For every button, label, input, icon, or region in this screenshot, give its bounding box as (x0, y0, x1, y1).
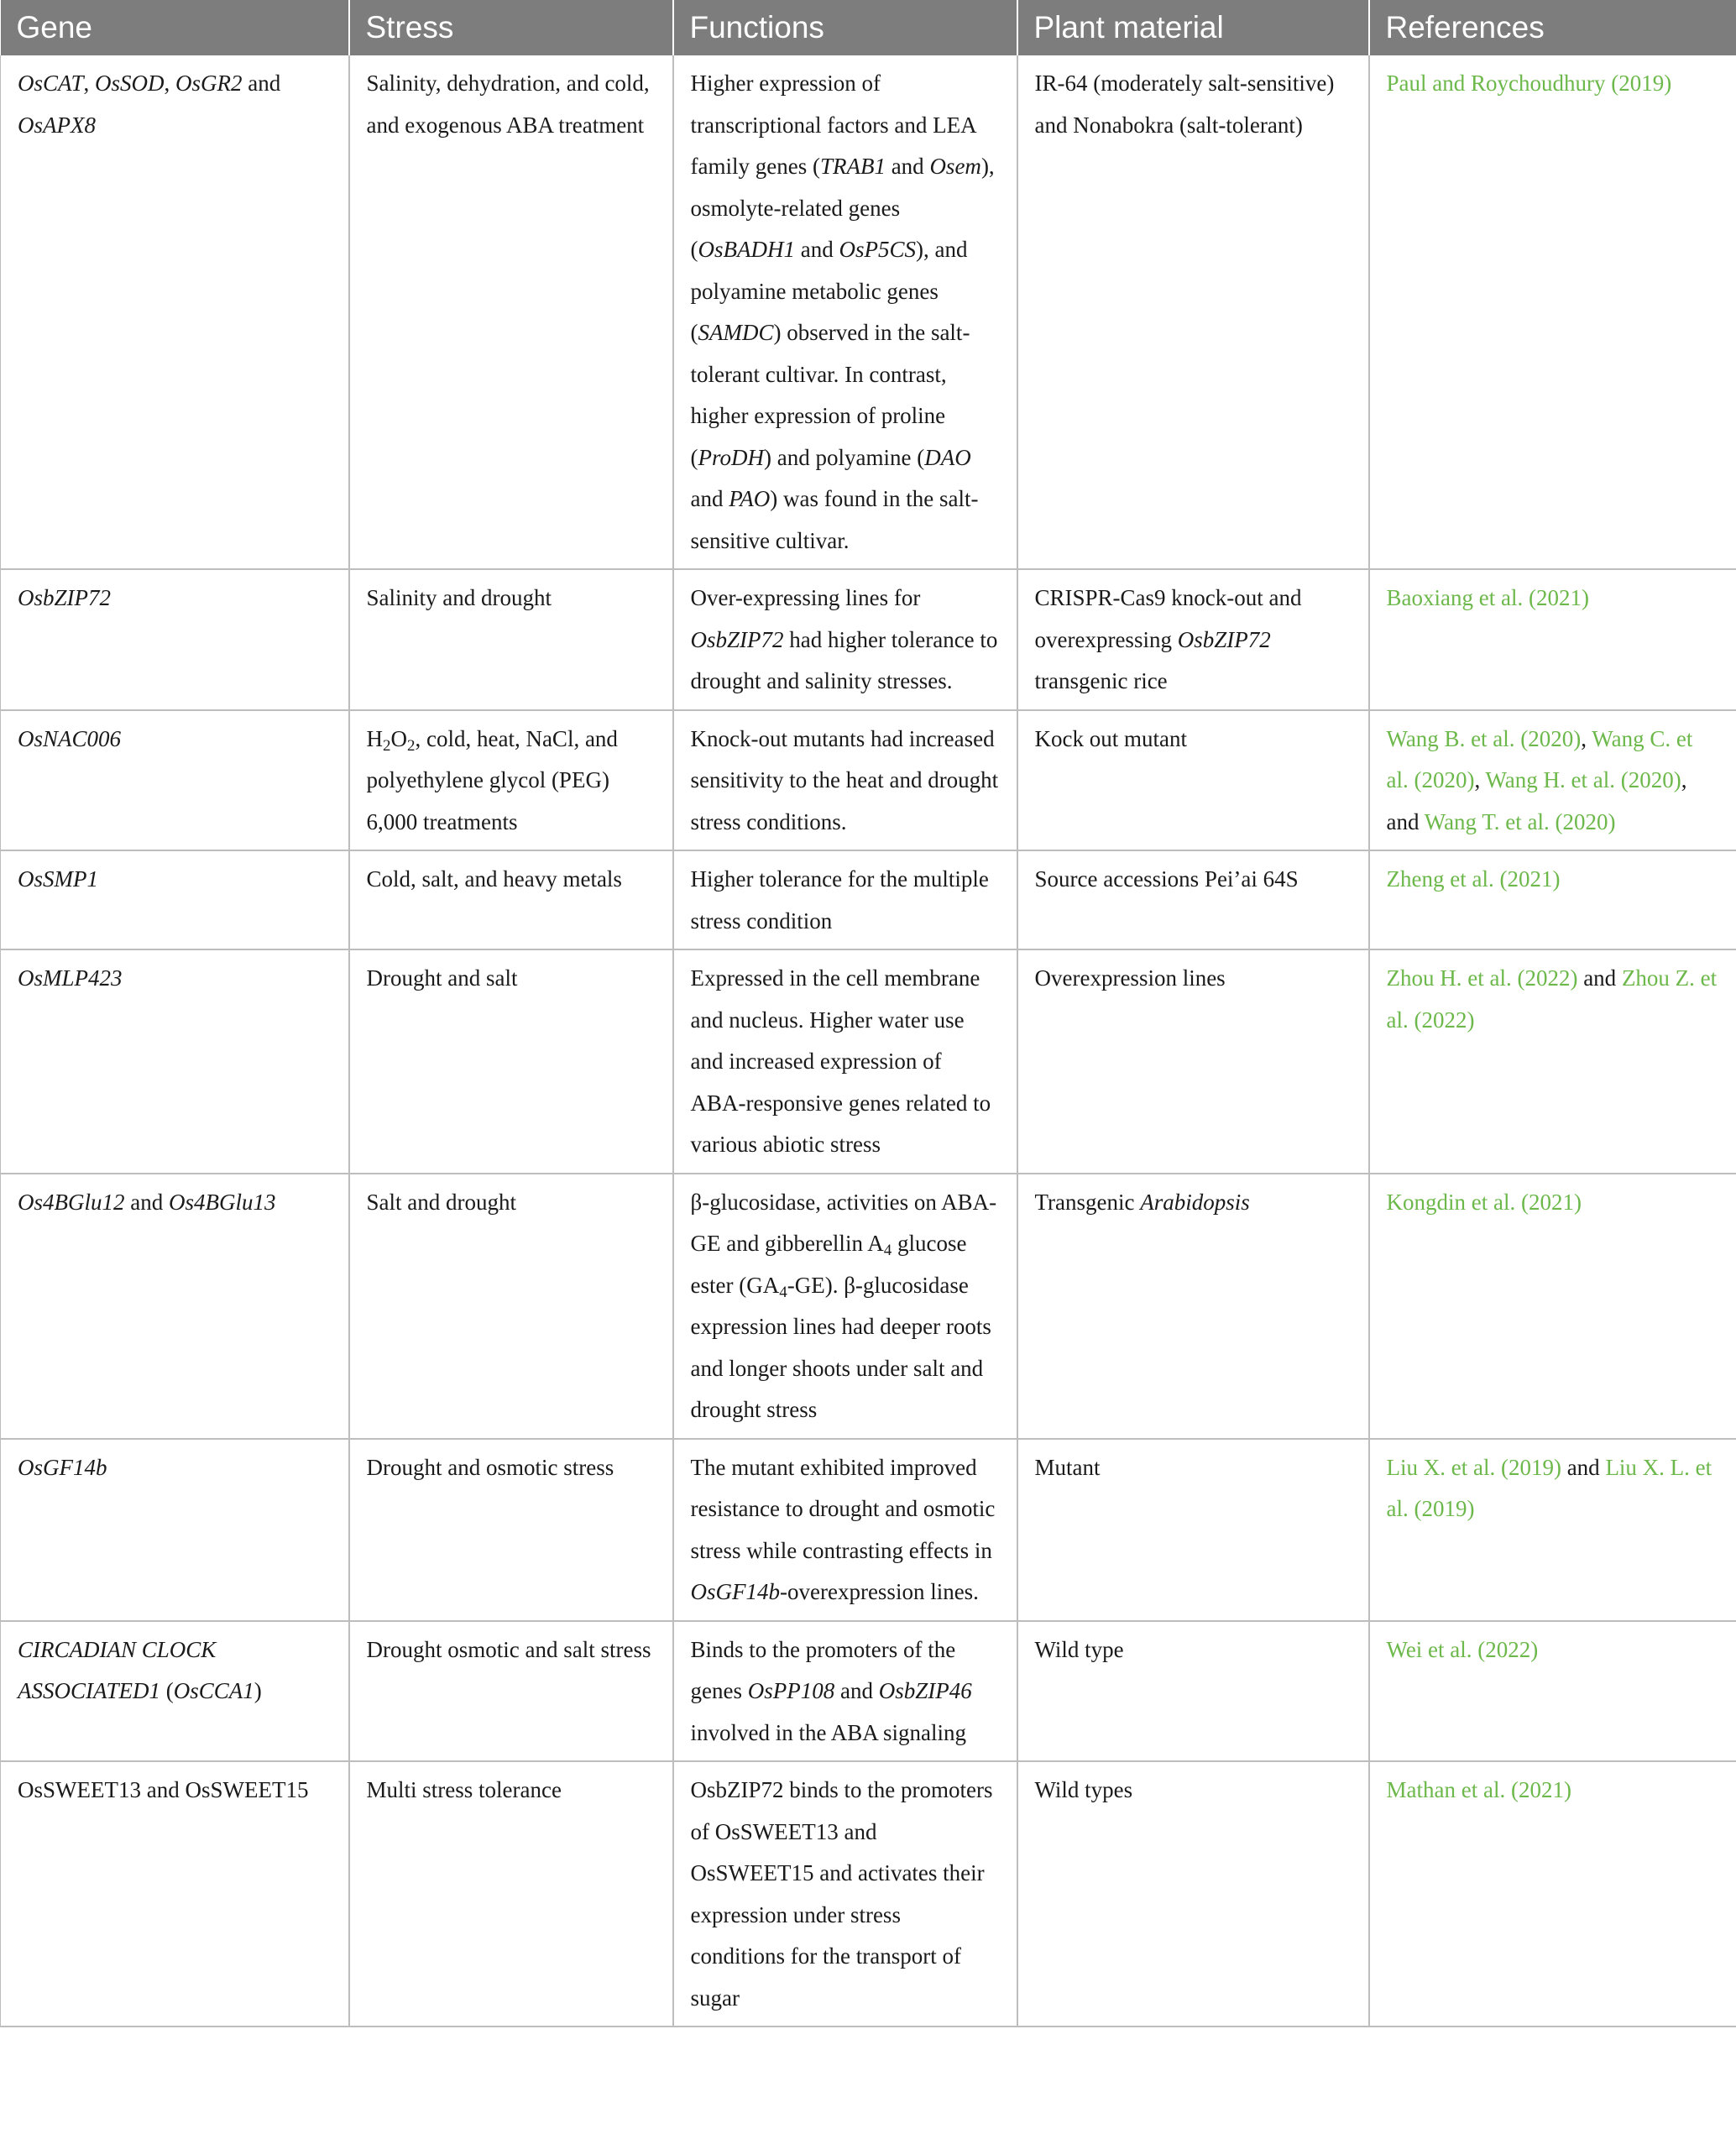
stress-cell (349, 710, 673, 851)
text-run: transgenic rice (1034, 668, 1168, 693)
text-run: involved in the ABA signaling (690, 1719, 966, 1745)
text-run: ), and polyamine metabolic genes ( (690, 237, 968, 345)
stress-cell (349, 850, 673, 949)
references-cell (1369, 1439, 1736, 1621)
table-row (1, 1439, 1736, 1621)
text-run: , (83, 71, 96, 96)
italic-term: OsbZIP72 (18, 585, 112, 610)
italic-term: OsbZIP72 (1177, 626, 1271, 652)
text-run: Drought and osmotic stress (366, 1454, 614, 1480)
text-run: Higher expression of transcriptional factors and LEA family genes ( (690, 71, 976, 179)
italic-term: Arabidopsis (1140, 1189, 1250, 1215)
text-run: had higher tolerance to drought and salinity stresses. (690, 626, 998, 693)
text-run: H (366, 725, 383, 751)
text-run: and (690, 486, 729, 511)
text-run: -GE). β-glucosidase expression lines had deeper roots and longer shoots under salt and drought stress (690, 1272, 991, 1422)
references-cell (1369, 1621, 1736, 1762)
text-run: OsSWEET13 and OsSWEET15 (18, 1777, 309, 1802)
table-row (1, 1174, 1736, 1439)
reference-link[interactable]: Zhou Z. et al. (2022) (1386, 965, 1718, 1033)
stress-cell (349, 949, 673, 1174)
text-run: , cold, heat, NaCl, and polyethylene glycol (PEG) 6,000 treatments (366, 725, 618, 834)
text-run: Over-expressing lines for (690, 585, 921, 610)
text-run: ) and polyamine ( (764, 444, 925, 470)
text-run: and (242, 71, 281, 96)
italic-term: PAO (729, 486, 771, 511)
references-cell (1369, 850, 1736, 949)
text-run: O (390, 725, 407, 751)
text-run: and (885, 154, 930, 179)
table-row (1, 1761, 1736, 2027)
plant-material-cell (1017, 55, 1369, 569)
text-run: -overexpression lines. (780, 1579, 979, 1604)
references-cell (1369, 55, 1736, 569)
references-cell (1369, 949, 1736, 1174)
text-run: , (1474, 767, 1486, 792)
gene-cell (1, 1174, 349, 1439)
plant-material-cell (1017, 949, 1369, 1174)
references-cell (1369, 1761, 1736, 2027)
text-run: and (1577, 965, 1622, 991)
gene-cell (1, 850, 349, 949)
text-run: Overexpression lines (1034, 965, 1226, 991)
text-run: Mutant (1034, 1454, 1101, 1480)
reference-link[interactable]: Liu X. L. et al. (2019) (1386, 1454, 1712, 1521)
text-run: OsbZIP72 binds to the promoters of OsSWEET13 and OsSWEET15 and activates their expression under stress conditions for the transport of sugar (690, 1777, 993, 2011)
italic-term: OsCAT (18, 71, 84, 96)
text-run: Kock out mutant (1034, 725, 1187, 751)
text-run: and (124, 1189, 169, 1215)
functions-cell (673, 850, 1017, 949)
stress-cell (349, 569, 673, 710)
text-run: IR-64 (moderately salt-sensitive) and Nonabokra (salt-tolerant) (1034, 71, 1335, 138)
reference-link[interactable]: Wang B. et al. (2020) (1386, 725, 1582, 751)
text-run: , and (1386, 767, 1687, 834)
reference-link[interactable]: Paul and Roychoudhury (2019) (1386, 71, 1672, 96)
text-run: ) observed in the salt-tolerant cultivar. In contrast, higher expression of proline ( (690, 320, 970, 470)
italic-term: OsGF14b (18, 1454, 107, 1480)
references-cell (1369, 569, 1736, 710)
italic-term: OsMLP423 (18, 965, 123, 991)
plant-material-cell (1017, 1174, 1369, 1439)
text-run: Higher tolerance for the multiple stress condition (690, 866, 989, 934)
italic-term: DAO (924, 444, 971, 470)
reference-link[interactable]: Mathan et al. (2021) (1386, 1777, 1571, 1802)
table-body (1, 55, 1736, 2027)
functions-cell (673, 1621, 1017, 1762)
reference-link[interactable]: Zhou H. et al. (2022) (1386, 965, 1578, 991)
italic-term: Os4BGlu12 (18, 1189, 125, 1215)
text-run: ) (254, 1678, 262, 1703)
italic-term: OsbZIP46 (878, 1678, 972, 1703)
plant-material-cell (1017, 1439, 1369, 1621)
header-gene: Gene (1, 0, 349, 55)
gene-cell (1, 1761, 349, 2027)
functions-cell (673, 1174, 1017, 1439)
gene-cell (1, 55, 349, 569)
text-run: CRISPR-Cas9 knock-out and overexpressing (1034, 585, 1302, 652)
text-run: ( (160, 1678, 174, 1703)
subscript: 2 (383, 736, 391, 755)
italic-term: OsSOD (95, 71, 165, 96)
functions-cell (673, 710, 1017, 851)
reference-link[interactable]: Wang T. et al. (2020) (1424, 808, 1616, 834)
italic-term: SAMDC (698, 320, 774, 345)
text-run: Transgenic (1034, 1189, 1141, 1215)
text-run: Drought and salt (366, 965, 518, 991)
table-row (1, 850, 1736, 949)
text-run: and (795, 237, 839, 262)
italic-term: Osem (929, 154, 981, 179)
text-run: , (1581, 725, 1592, 751)
text-run: ) was found in the salt-sensitive cultivar. (690, 486, 979, 553)
text-run: Multi stress tolerance (366, 1777, 562, 1802)
text-run: Knock-out mutants had increased sensitivity to the heat and drought stress conditions. (690, 725, 999, 834)
italic-term: OsSMP1 (18, 866, 98, 892)
text-run: Salinity and drought (366, 585, 552, 610)
plant-material-cell (1017, 850, 1369, 949)
functions-cell (673, 569, 1017, 710)
text-run: β-glucosidase, activities on ABA-GE and gibberellin A (690, 1189, 997, 1256)
italic-term: ProDH (698, 444, 764, 470)
subscript: 4 (883, 1242, 892, 1259)
text-run: The mutant exhibited improved resistance to drought and osmotic stress while contrasting effects in (690, 1454, 996, 1563)
text-run: glucose ester (GA (690, 1231, 967, 1298)
subscript: 2 (407, 736, 416, 755)
gene-cell (1, 710, 349, 851)
gene-cell (1, 1439, 349, 1621)
text-run: Wild type (1034, 1636, 1124, 1662)
italic-term: OsGF14b (690, 1579, 780, 1604)
text-run: Expressed in the cell membrane and nucleus. Higher water use and increased expression of ABA-responsive genes related to various abiotic stress (690, 965, 991, 1157)
header-row (1, 0, 1736, 55)
functions-cell (673, 1439, 1017, 1621)
italic-term: OsP5CS (839, 237, 916, 262)
table-row (1, 949, 1736, 1174)
reference-link[interactable]: Zheng et al. (2021) (1386, 866, 1561, 892)
text-run: Wild types (1034, 1777, 1133, 1802)
table-row (1, 569, 1736, 710)
italic-term: OsGR2 (175, 71, 243, 96)
plant-material-cell (1017, 1761, 1369, 2027)
plant-material-cell (1017, 1621, 1369, 1762)
italic-term: CIRCADIAN CLOCK ASSOCIATED1 (18, 1636, 217, 1703)
text-run: ), osmolyte-related genes ( (690, 154, 995, 262)
functions-cell (673, 949, 1017, 1174)
italic-term: OsPP108 (747, 1678, 835, 1703)
subscript: 4 (779, 1283, 787, 1301)
reference-link[interactable]: Wang C. et al. (2020) (1386, 725, 1693, 792)
reference-link[interactable]: Baoxiang et al. (2021) (1386, 585, 1589, 610)
stress-cell (349, 1621, 673, 1762)
functions-cell (673, 55, 1017, 569)
functions-cell (673, 1761, 1017, 2027)
gene-cell (1, 569, 349, 710)
reference-link[interactable]: Wei et al. (2022) (1386, 1636, 1539, 1662)
header-stress: Stress (349, 0, 673, 55)
italic-term: Os4BGlu13 (168, 1189, 276, 1215)
stress-cell (349, 1439, 673, 1621)
text-run: Binds to the promoters of the genes (690, 1636, 956, 1703)
reference-link[interactable]: Liu X. et al. (2019) (1386, 1454, 1561, 1480)
header-references: References (1369, 0, 1736, 55)
italic-term: OsAPX8 (18, 112, 96, 138)
plant-material-cell (1017, 710, 1369, 851)
reference-link[interactable]: Kongdin et al. (2021) (1386, 1189, 1582, 1215)
gene-cell (1, 1621, 349, 1762)
stress-cell (349, 55, 673, 569)
stress-cell (349, 1174, 673, 1439)
header-functions: Functions (673, 0, 1017, 55)
italic-term: OsNAC006 (18, 725, 122, 751)
text-run: Cold, salt, and heavy metals (366, 866, 622, 892)
text-run: and (834, 1678, 879, 1703)
table-row (1, 55, 1736, 569)
text-run: , (164, 71, 176, 96)
text-run: Salinity, dehydration, and cold, and exogenous ABA treatment (366, 71, 650, 138)
references-cell (1369, 710, 1736, 851)
table-row (1, 1621, 1736, 1762)
reference-link[interactable]: Wang H. et al. (2020) (1485, 767, 1681, 792)
text-run: and (1561, 1454, 1606, 1480)
italic-term: OsbZIP72 (690, 626, 784, 652)
stress-cell (349, 1761, 673, 2027)
table-row (1, 710, 1736, 851)
plant-material-cell (1017, 569, 1369, 710)
text-run: Salt and drought (366, 1189, 516, 1215)
text-run: Source accessions Pei’ai 64S (1034, 866, 1299, 892)
gene-cell (1, 949, 349, 1174)
italic-term: TRAB1 (819, 154, 886, 179)
italic-term: OsCCA1 (173, 1678, 254, 1703)
italic-term: OsBADH1 (698, 237, 795, 262)
text-run: Drought osmotic and salt stress (366, 1636, 651, 1662)
header-plant-material: Plant material (1017, 0, 1369, 55)
references-cell (1369, 1174, 1736, 1439)
